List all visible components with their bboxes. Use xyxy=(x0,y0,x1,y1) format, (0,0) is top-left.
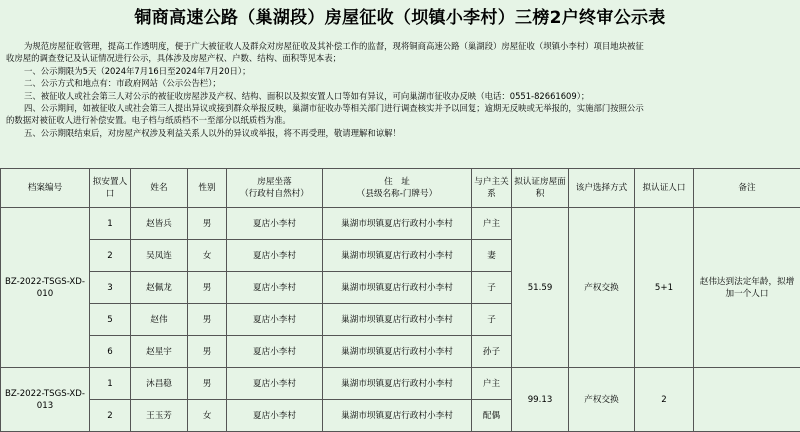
header-address xyxy=(323,169,472,208)
method-cell: 产权交换 xyxy=(569,368,635,432)
gender-cell: 男 xyxy=(188,336,227,368)
relation-cell: 子 xyxy=(472,272,512,304)
method-cell: 产权交换 xyxy=(569,208,635,368)
table-header-row xyxy=(1,169,800,208)
name-cell: 沐昌稳 xyxy=(131,368,188,400)
gender-cell: 男 xyxy=(188,368,227,400)
header-location xyxy=(227,169,323,208)
name-cell: 赵星宇 xyxy=(131,336,188,368)
address-cell: 巢湖市坝镇夏店行政村小李村 xyxy=(323,336,472,368)
idx-cell: 3 xyxy=(90,272,131,304)
remark-cell: 赵伟达到法定年龄，拟增加一个人口 xyxy=(694,208,800,368)
file-no-cell: BZ-2022-TSGS-XD-010 xyxy=(1,208,90,368)
header-remark: 备注 xyxy=(694,169,800,208)
location-cell: 夏店小李村 xyxy=(227,208,323,240)
header-file-no: 档案编号 xyxy=(1,169,90,208)
gender-cell: 女 xyxy=(188,400,227,432)
location-cell: 夏店小李村 xyxy=(227,400,323,432)
gender-cell: 男 xyxy=(188,272,227,304)
notice-item-2: 二、公示方式和地点有：市政府网站（公示公告栏）； xyxy=(6,77,796,89)
address-cell: 巢湖市坝镇夏店行政村小李村 xyxy=(323,400,472,432)
name-cell: 吴凤连 xyxy=(131,240,188,272)
idx-cell: 2 xyxy=(90,240,131,272)
address-cell: 巢湖市坝镇夏店行政村小李村 xyxy=(323,368,472,400)
location-cell: 夏店小李村 xyxy=(227,240,323,272)
address-cell: 巢湖市坝镇夏店行政村小李村 xyxy=(323,240,472,272)
area-cell: 99.13 xyxy=(512,368,569,432)
file-no-cell: BZ-2022-TSGS-XD-013 xyxy=(1,368,90,432)
header-location-line2: （行政村自然村） xyxy=(229,188,320,200)
gender-cell: 男 xyxy=(188,208,227,240)
header-location-line1: 房屋坐落 xyxy=(229,176,320,188)
relation-cell: 户主 xyxy=(472,368,512,400)
header-name: 姓名 xyxy=(131,169,188,208)
name-cell: 赵佩龙 xyxy=(131,272,188,304)
relation-cell: 子 xyxy=(472,304,512,336)
relation-cell: 配偶 xyxy=(472,400,512,432)
location-cell: 夏店小李村 xyxy=(227,304,323,336)
name-cell: 王玉芳 xyxy=(131,400,188,432)
notice-item-3: 三、被征收人或社会第三人对公示的被征收房屋涉及产权、结构、面积以及拟安置人口等如有异议，可向巢湖市征收办反映（电话：0551-82661609）； xyxy=(6,90,796,102)
name-cell: 赵皆兵 xyxy=(131,208,188,240)
resettlement-table xyxy=(0,168,800,432)
table-row xyxy=(1,208,800,240)
name-cell: 赵伟 xyxy=(131,304,188,336)
notice-text xyxy=(6,40,796,139)
table-row xyxy=(1,368,800,400)
gender-cell: 女 xyxy=(188,240,227,272)
header-resettle-pop: 拟安置人口 xyxy=(90,169,131,208)
notice-item-4a: 四、公示期间，如被征收人或社会第三人提出异议或接到群众举报反映，巢湖市征收办等相关部门进行调查核实并予以回复；逾期无反映或无举报的，实施部门按照公示 xyxy=(6,102,796,114)
location-cell: 夏店小李村 xyxy=(227,336,323,368)
gender-cell: 男 xyxy=(188,304,227,336)
address-cell: 巢湖市坝镇夏店行政村小李村 xyxy=(323,304,472,336)
address-cell: 巢湖市坝镇夏店行政村小李村 xyxy=(323,208,472,240)
idx-cell: 1 xyxy=(90,368,131,400)
header-gender: 性别 xyxy=(188,169,227,208)
notice-item-5: 五、公示期限结束后，对房屋产权涉及利益关系人以外的异议或举报，将不再受理，敬请理解和谅解！ xyxy=(6,127,796,139)
header-cert-pop: 拟认证人口 xyxy=(635,169,694,208)
page-title: 铜商高速公路（巢湖段）房屋征收（坝镇小李村）三榜2户终审公示表 xyxy=(0,4,800,32)
header-area: 拟认证房屋面积 xyxy=(512,169,569,208)
relation-cell: 孙子 xyxy=(472,336,512,368)
header-relation: 与户主关系 xyxy=(472,169,512,208)
header-address-line1: 住 址 xyxy=(325,176,469,188)
idx-cell: 6 xyxy=(90,336,131,368)
location-cell: 夏店小李村 xyxy=(227,368,323,400)
notice-intro-1: 为规范房屋征收管理，提高工作透明度，便于广大被征收人及群众对房屋征收及其补偿工作的监督，现将铜商高速公路（巢湖段）房屋征收（坝镇小李村）项目地块被征 xyxy=(6,40,796,52)
idx-cell: 5 xyxy=(90,304,131,336)
notice-item-4b: 的数据对被征收人进行补偿安置。电子档与纸质档不一至部分以纸质档为准。 xyxy=(6,114,796,126)
header-method: 该户选择方式 xyxy=(569,169,635,208)
location-cell: 夏店小李村 xyxy=(227,272,323,304)
notice-item-1: 一、公示期限为5天（2024年7月16日至2024年7月20日）； xyxy=(6,65,796,77)
header-address-line2: （县级名称-门牌号） xyxy=(325,188,469,200)
remark-cell xyxy=(694,368,800,432)
address-cell: 巢湖市坝镇夏店行政村小李村 xyxy=(323,272,472,304)
idx-cell: 2 xyxy=(90,400,131,432)
relation-cell: 户主 xyxy=(472,208,512,240)
relation-cell: 妻 xyxy=(472,240,512,272)
area-cell: 51.59 xyxy=(512,208,569,368)
notice-intro-2: 收房屋的调查登记及认证情况进行公示，具体涉及房屋产权、户数、结构、面积等见本表； xyxy=(6,52,796,64)
idx-cell: 1 xyxy=(90,208,131,240)
cert-pop-cell: 5+1 xyxy=(635,208,694,368)
cert-pop-cell: 2 xyxy=(635,368,694,432)
